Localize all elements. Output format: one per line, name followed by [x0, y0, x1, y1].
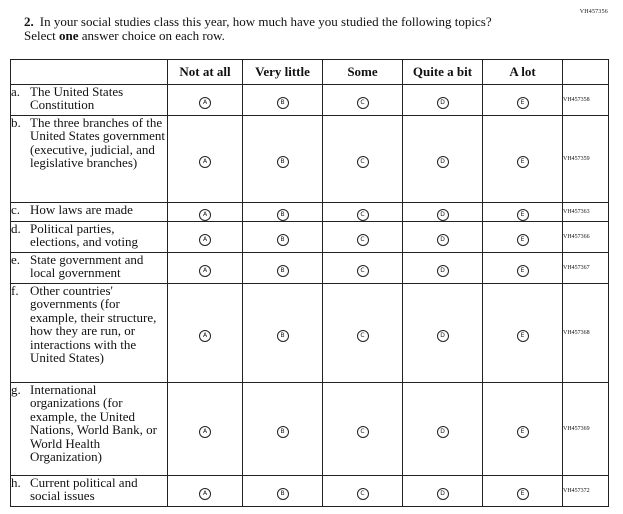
answer-bubble[interactable]: D [437, 97, 449, 109]
answer-bubble[interactable]: B [277, 156, 289, 168]
answer-bubble[interactable]: E [517, 265, 529, 277]
row-text: The three branches of the United States government (executive, judicial, and legislative branches) [30, 115, 166, 171]
row-letter: h. [11, 475, 21, 490]
row-text: Other countries' governments (for example, their structure, how they are run, or interactions with the United States) [30, 283, 157, 366]
option-cell [323, 476, 403, 507]
question-text-bold: one [59, 28, 79, 43]
question-number: 2. [24, 14, 34, 29]
table-row [11, 253, 609, 284]
answer-bubble[interactable]: A [199, 488, 211, 500]
option-cell [168, 253, 243, 284]
answer-bubble[interactable]: A [199, 209, 211, 221]
row-letter: e. [11, 252, 21, 267]
header-very-little: Very little [243, 60, 323, 85]
row-text: How laws are made [30, 202, 133, 217]
answer-bubble[interactable]: C [357, 156, 369, 168]
row-text: The United States Constitution [30, 84, 124, 113]
table-row [11, 222, 609, 253]
option-cell [323, 253, 403, 284]
survey-table [10, 59, 609, 507]
option-cell [243, 116, 323, 203]
option-cell [323, 116, 403, 203]
answer-bubble[interactable]: E [517, 156, 529, 168]
row-letter: g. [11, 382, 21, 397]
answer-bubble[interactable]: B [277, 209, 289, 221]
option-cell [243, 85, 323, 116]
answer-bubble[interactable]: D [437, 265, 449, 277]
header-row [11, 60, 609, 85]
answer-bubble[interactable]: E [517, 330, 529, 342]
option-cell [168, 383, 243, 476]
table-row [11, 203, 609, 222]
option-cell [323, 222, 403, 253]
option-cell [323, 284, 403, 383]
answer-bubble[interactable]: C [357, 330, 369, 342]
header-id [563, 60, 609, 85]
table-row [11, 383, 609, 476]
option-cell [403, 222, 483, 253]
answer-bubble[interactable]: D [437, 156, 449, 168]
row-letter: c. [11, 202, 21, 217]
answer-bubble[interactable]: D [437, 234, 449, 246]
table-row [11, 85, 609, 116]
header-quite-a-bit: Quite a bit [403, 60, 483, 85]
row-topic [11, 284, 168, 383]
answer-bubble[interactable]: A [199, 426, 211, 438]
answer-bubble[interactable]: E [517, 234, 529, 246]
option-cell [403, 116, 483, 203]
answer-bubble[interactable]: A [199, 265, 211, 277]
row-topic [11, 383, 168, 476]
option-cell [483, 203, 563, 222]
question-text-before: In your social studies class this year, how much have you studied the following topics? Select [24, 14, 492, 43]
option-cell [243, 253, 323, 284]
answer-bubble[interactable]: E [517, 426, 529, 438]
option-cell [403, 476, 483, 507]
answer-bubble[interactable]: B [277, 97, 289, 109]
answer-bubble[interactable]: B [277, 330, 289, 342]
answer-bubble[interactable]: C [357, 97, 369, 109]
option-cell [243, 476, 323, 507]
answer-bubble[interactable]: E [517, 488, 529, 500]
row-topic [11, 116, 168, 203]
option-cell [243, 284, 323, 383]
option-cell [483, 383, 563, 476]
row-text: International organizations (for example, the United Nations, World Bank, or World Health Organization) [30, 382, 157, 465]
option-cell [403, 383, 483, 476]
option-cell [483, 476, 563, 507]
row-id: VH457372 [563, 476, 609, 507]
answer-bubble[interactable]: B [277, 426, 289, 438]
header-some: Some [323, 60, 403, 85]
option-cell [243, 383, 323, 476]
row-id: VH457359 [563, 116, 609, 203]
option-cell [243, 222, 323, 253]
option-cell [403, 85, 483, 116]
row-id: VH457367 [563, 253, 609, 284]
row-id: VH457366 [563, 222, 609, 253]
option-cell [483, 85, 563, 116]
row-topic [11, 85, 168, 116]
option-cell [483, 284, 563, 383]
answer-bubble[interactable]: E [517, 209, 529, 221]
option-cell [243, 203, 323, 222]
answer-bubble[interactable]: B [277, 234, 289, 246]
row-id: VH457369 [563, 383, 609, 476]
answer-bubble[interactable]: D [437, 426, 449, 438]
answer-bubble[interactable]: D [437, 330, 449, 342]
header-a-lot: A lot [483, 60, 563, 85]
row-topic [11, 253, 168, 284]
option-cell [168, 116, 243, 203]
row-letter: d. [11, 221, 21, 236]
question-prompt [24, 15, 524, 43]
row-text: State government and local government [30, 252, 144, 281]
row-text: Political parties, elections, and voting [30, 221, 138, 250]
question-id: VH457356 [579, 9, 608, 15]
answer-bubble[interactable]: C [357, 234, 369, 246]
answer-bubble[interactable]: B [277, 265, 289, 277]
answer-bubble[interactable]: B [277, 488, 289, 500]
row-id: VH457368 [563, 284, 609, 383]
row-id: VH457363 [563, 203, 609, 222]
option-cell [323, 85, 403, 116]
header-topic [11, 60, 168, 85]
table-row [11, 476, 609, 507]
option-cell [323, 383, 403, 476]
answer-bubble[interactable]: E [517, 97, 529, 109]
answer-bubble[interactable]: D [437, 488, 449, 500]
answer-bubble[interactable]: C [357, 265, 369, 277]
option-cell [403, 203, 483, 222]
option-cell [483, 253, 563, 284]
row-letter: a. [11, 84, 21, 99]
option-cell [403, 284, 483, 383]
option-cell [168, 222, 243, 253]
table-row [11, 284, 609, 383]
answer-bubble[interactable]: A [199, 234, 211, 246]
row-letter: b. [11, 115, 21, 130]
answer-bubble[interactable]: A [199, 330, 211, 342]
header-not-at-all: Not at all [168, 60, 243, 85]
option-cell [483, 116, 563, 203]
answer-bubble[interactable]: C [357, 488, 369, 500]
row-letter: f. [11, 283, 19, 298]
row-topic [11, 222, 168, 253]
table-row [11, 116, 609, 203]
answer-bubble[interactable]: C [357, 209, 369, 221]
option-cell [483, 222, 563, 253]
row-text: Current political and social issues [30, 475, 138, 504]
option-cell [403, 253, 483, 284]
option-cell [168, 284, 243, 383]
row-topic [11, 203, 168, 222]
option-cell [323, 203, 403, 222]
answer-bubble[interactable]: A [199, 97, 211, 109]
answer-bubble[interactable]: D [437, 209, 449, 221]
option-cell [168, 476, 243, 507]
row-topic [11, 476, 168, 507]
answer-bubble[interactable]: C [357, 426, 369, 438]
answer-bubble[interactable]: A [199, 156, 211, 168]
option-cell [168, 85, 243, 116]
question-text-after: answer choice on each row. [78, 28, 225, 43]
option-cell [168, 203, 243, 222]
row-id: VH457358 [563, 85, 609, 116]
